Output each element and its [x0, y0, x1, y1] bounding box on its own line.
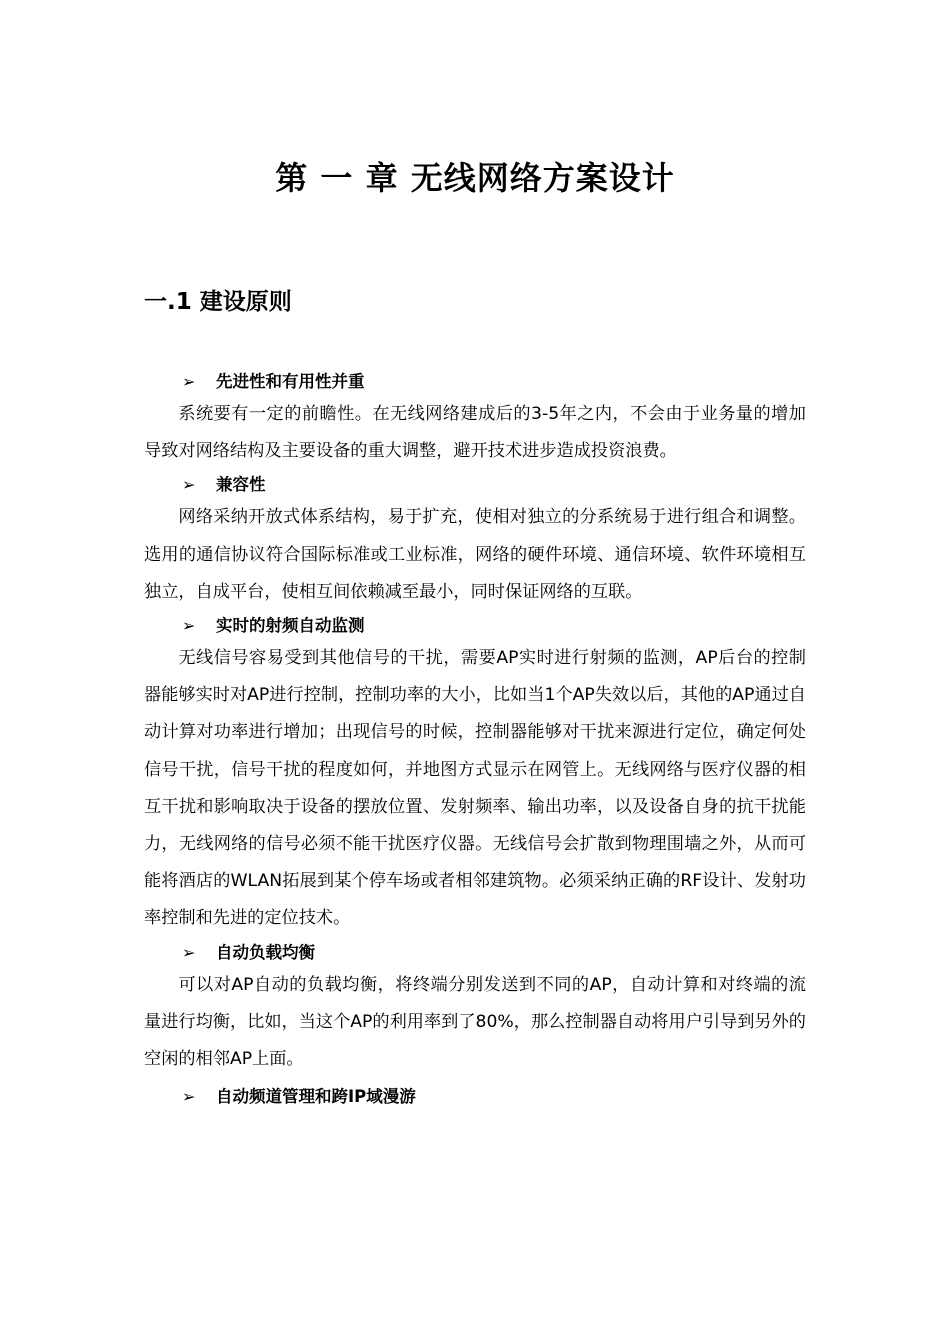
item-paragraph: 系统要有一定的前瞻性。在无线网络建成后的3-5年之内，不会由于业务量的增加导致对网络结构及主要设备的重大调整，避开技术进步造成投资浪费。 [144, 404, 806, 462]
arrow-bullet-icon: ➢ [182, 942, 196, 962]
item-paragraph: 可以对AP自动的负载均衡，将终端分别发送到不同的AP，自动计算和对终端的流量进行均衡，比如，当这个AP的利用率到了80%，那么控制器自动将用户引导到另外的空闲的相邻AP上面。 [144, 974, 806, 1070]
chapter-title: 第 一 章 无线网络方案设计 [275, 159, 675, 197]
item-heading-text: 自动负载均衡 [216, 942, 315, 962]
item-heading-text: 兼容性 [216, 475, 266, 495]
item-heading-text: 自动频道管理和跨IP域漫游 [216, 1087, 416, 1107]
arrow-bullet-icon: ➢ [182, 1087, 196, 1107]
arrow-bullet-icon: ➢ [182, 372, 196, 391]
section-title: 一.1 建设原则 [144, 289, 292, 315]
item-paragraph: 网络采纳开放式体系结构，易于扩充，使相对独立的分系统易于进行组合和调整。选用的通信协议符合国际标准或工业标准，网络的硬件环境、通信环境、软件环境相互独立，自成平台，使相互间依赖减至最小，同时保证网络的互联。 [144, 507, 806, 602]
item-heading [144, 938, 806, 967]
item-heading-text: 实时的射频自动监测 [216, 616, 365, 636]
item-heading [144, 1082, 806, 1111]
item-heading [144, 367, 806, 396]
item-heading-text: 先进性和有用性并重 [216, 372, 365, 391]
arrow-bullet-icon: ➢ [182, 616, 196, 636]
item-paragraph: 无线信号容易受到其他信号的干扰，需要AP实时进行射频的监测，AP后台的控制器能够实时对AP进行控制，控制功率的大小，比如当1个AP失效以后，其他的AP通过自动计算对功率进行增加；出现信号的时候，控制器能够对干扰来源进行定位，确定何处信号干扰，信号干扰的程度如何，并地图方式显示在网管上。无线网络与医疗仪器的相互干扰和影响取决于设备的摆放位置、发射频率、输出功率，以及设备自身的抗干扰能力，无线网络的信号必须不能干扰医疗仪器。无线信号会扩散到物理围墙之外，从而可能将酒店的WLAN拓展到某个停车场或者相邻建筑物。必须采纳正确的RF设计、发射功率控制和先进的定位技术。 [144, 648, 806, 929]
item-heading [144, 611, 806, 640]
item-heading [144, 470, 806, 499]
document-body [144, 367, 806, 1111]
arrow-bullet-icon: ➢ [182, 475, 196, 495]
